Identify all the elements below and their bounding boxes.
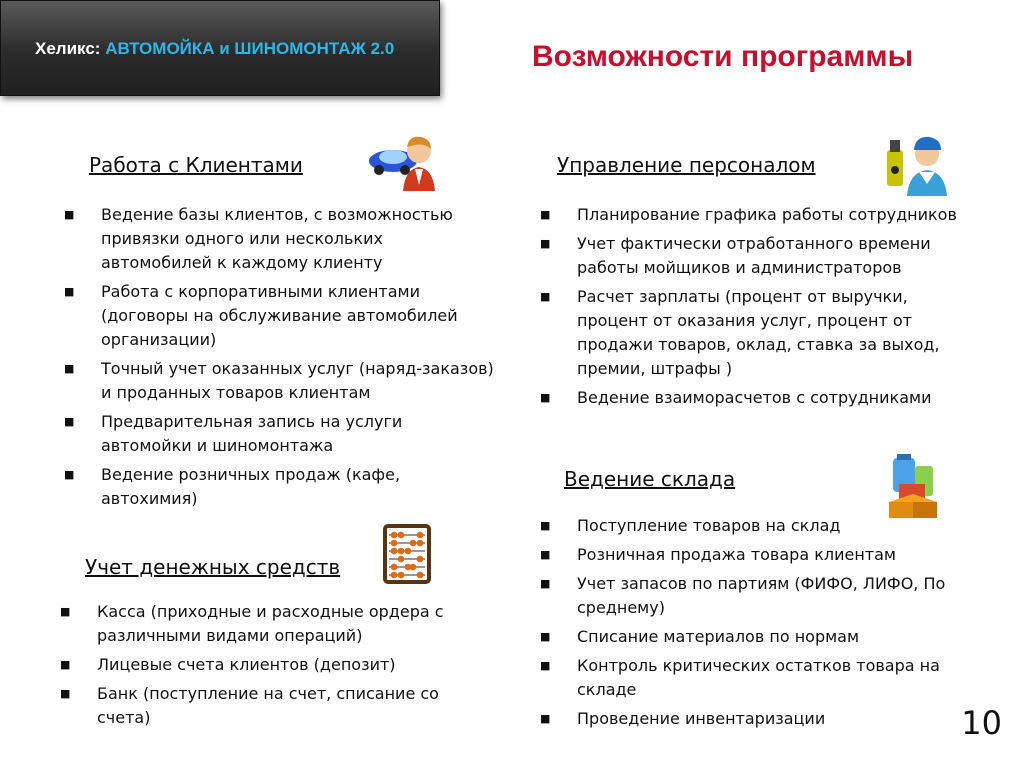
list-item: ■ Ведение базы клиентов, с возможностью привязки одного или нескольких автомобилей к каждому клиенту xyxy=(64,203,494,275)
warehouse-list xyxy=(540,514,970,736)
section-title-clients: Работа с Клиентами xyxy=(89,153,303,177)
list-item: ■ Касса (приходные и расходные ордера с различными видами операций) xyxy=(60,600,480,648)
brand-product: АВТОМОЙКА и ШИНОМОНТАЖ 2.0 xyxy=(105,39,395,58)
list-item: ■ Расчет зарплаты (процент от выручки, процент от оказания услуг, процент от продажи товаров, оклад, ставка за выход, премии, штрафы ) xyxy=(540,285,970,381)
list-item: ■ Ведение взаиморасчетов с сотрудниками xyxy=(540,386,970,410)
list-item: ■ Работа с корпоративными клиентами (договоры на обслуживание автомобилей организации) xyxy=(64,280,494,352)
brand-header xyxy=(0,0,440,96)
list-item: ■ Проведение инвентаризации xyxy=(540,707,970,731)
brand-title xyxy=(35,39,394,59)
list-item: ■ Банк (поступление на счет, списание со счета) xyxy=(60,682,480,730)
section-title-staff: Управление персоналом xyxy=(557,153,816,177)
list-item: ■ Предварительная запись на услуги автомойки и шиномонтажа xyxy=(64,410,494,458)
list-item: ■ Ведение розничных продаж (кафе, автохимия) xyxy=(64,463,494,511)
money-list xyxy=(60,600,480,735)
staff-list xyxy=(540,203,970,415)
list-item: ■ Учет запасов по партиям (ФИФО, ЛИФО, По среднему) xyxy=(540,572,970,620)
list-item: ■ Точный учет оказанных услуг (наряд-заказов) и проданных товаров клиентам xyxy=(64,357,494,405)
list-item: ■ Учет фактически отработанного времени работы мойщиков и администраторов xyxy=(540,232,970,280)
list-item: ■ Списание материалов по нормам xyxy=(540,625,970,649)
abacus-icon xyxy=(382,524,432,588)
page-title: Возможности программы xyxy=(532,40,914,73)
worker-icon xyxy=(883,130,957,202)
section-title-warehouse: Ведение склада xyxy=(564,467,736,491)
list-item: ■ Поступление товаров на склад xyxy=(540,514,970,538)
page-number: 10 xyxy=(961,704,1002,742)
list-item: ■ Розничная продажа товара клиентам xyxy=(540,543,970,567)
list-item: ■ Планирование графика работы сотрудников xyxy=(540,203,970,227)
section-title-money: Учет денежных средств xyxy=(85,555,341,579)
client-car-icon xyxy=(365,125,437,197)
list-item: ■ Лицевые счета клиентов (депозит) xyxy=(60,653,480,677)
brand-prefix: Хеликс: xyxy=(35,39,101,58)
list-item: ■ Контроль критических остатков товара на складе xyxy=(540,654,970,702)
clients-list xyxy=(64,203,494,516)
